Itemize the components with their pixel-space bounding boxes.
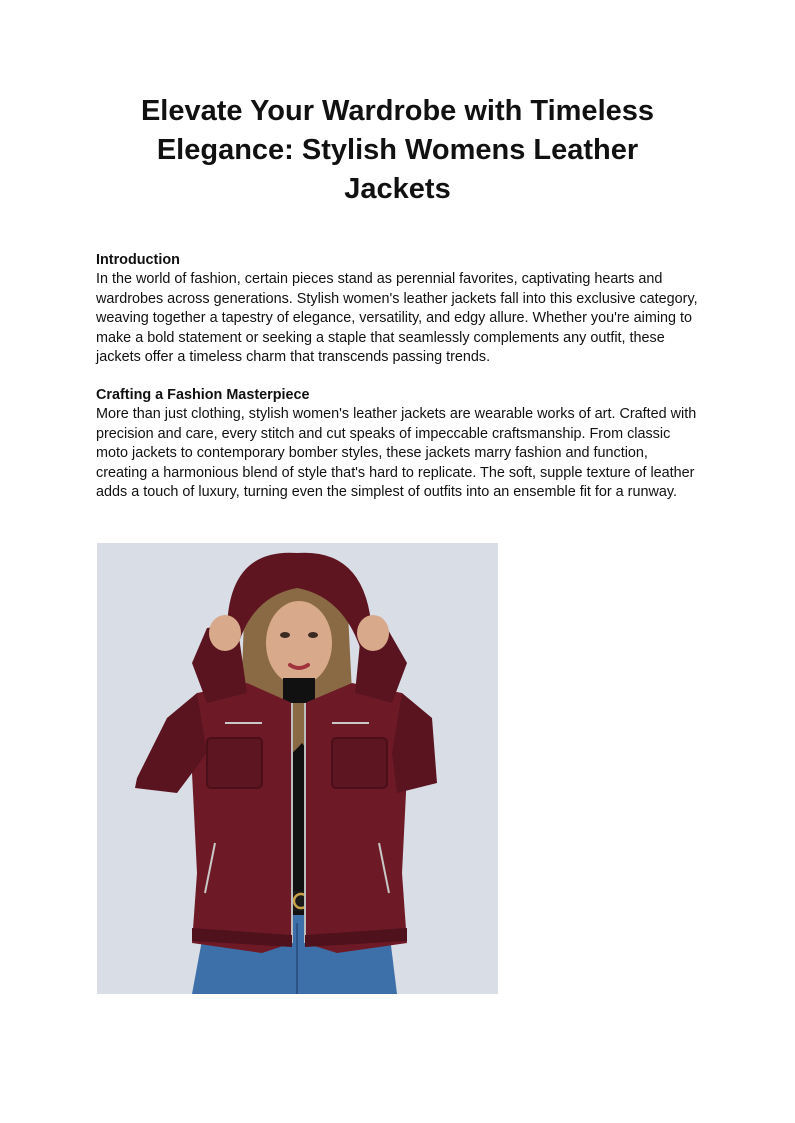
jacket-photo-illustration bbox=[97, 543, 498, 994]
section-crafting bbox=[96, 386, 701, 502]
chest-pocket-right bbox=[332, 738, 387, 788]
section-heading: Crafting a Fashion Masterpiece bbox=[96, 387, 310, 403]
left-hand bbox=[209, 615, 241, 651]
face bbox=[266, 601, 332, 685]
section-body: In the world of fashion, certain pieces stand as perennial favorites, captivating hearts and wardrobes across generations. Stylish women's leather jackets fall into this exclusive category, weaving together a tapestry of elegance, versatility, and edgy allure. Whether you're aiming to make a bold statement or seeking a staple that seamlessly complements any outfit, these jackets offer a timeless charm that transcends passing trends. bbox=[96, 271, 698, 366]
section-introduction bbox=[96, 251, 701, 367]
section-body: More than just clothing, stylish women's leather jackets are wearable works of art. Crafted with precision and care, every stitch and cut speaks of impeccable craftsmanship. From classic moto jackets to contemporary bomber styles, these jackets marry fashion and function, creating a harmonious blend of style that's hard to replicate. The soft, supple texture of leather adds a touch of luxury, turning even the simplest of outfits into an ensemble fit for a runway. bbox=[96, 406, 697, 501]
document-title: Elevate Your Wardrobe with Timeless Elegance: Stylish Womens Leather Jackets bbox=[140, 95, 655, 205]
right-hand bbox=[357, 615, 389, 651]
chest-pocket-left bbox=[207, 738, 262, 788]
section-heading: Introduction bbox=[96, 252, 180, 268]
jacket-photo bbox=[97, 543, 498, 994]
